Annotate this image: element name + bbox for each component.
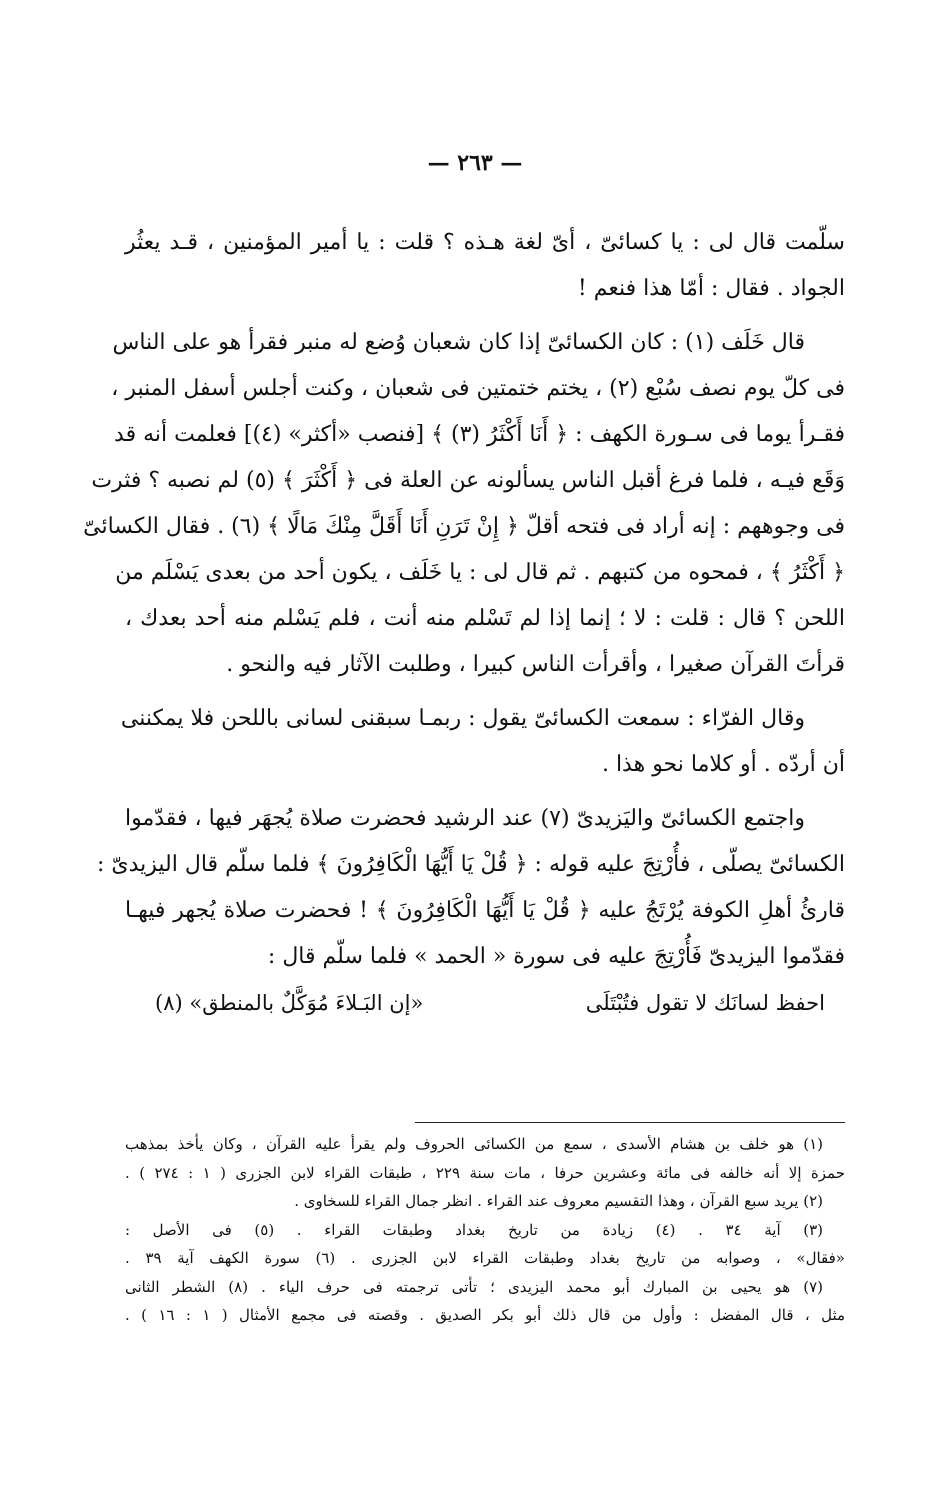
text-line: ﴿ أَكْثَرُ ﴾ ، فمحوه من كتبهم . ثم قال لى : يا خَلَف ، يكون أحد من بعدى يَسْلَم من <box>115 560 845 585</box>
text-line: قرأتَ القرآن صغيرا ، وأقرأت الناس كبيرا ، وطلبت الآثار فيه والنحو . <box>226 652 845 677</box>
page-number: — ٢٦٣ — <box>427 150 523 176</box>
text-line: فى وجوههم : إنه أراد فى فتحه أقلّ ﴿ إِنْ تَرَنِ أَنَا أَقَلَّ مِنْكَ مَالًا ﴾ (٦) . فقال الكسائىّ <box>83 514 845 539</box>
footnote-line: (٧) هو يحيى بن المبارك أبو محمد اليزيدى ؛ تأتى ترجمته فى حرف الياء . (٨) الشطر الثانى <box>125 1277 823 1296</box>
text-line: أن أردّه . أو كلاما نحو هذا . <box>601 752 845 777</box>
verse-hemistich-left: «إن البَـلاءَ مُوَكَّلٌ بالمنطق» (٨) <box>155 991 424 1015</box>
main-text <box>83 220 845 1026</box>
footnote-line: «فقال» ، وصوابه من تاريخ بغداد وطبقات القراء لابن الجزرى . (٦) سورة الكهف آية ٣٩ . <box>125 1249 845 1267</box>
footnotes <box>125 1130 845 1330</box>
text-line: الجواد . فقال : أمّا هذا فنعم ! <box>577 276 845 301</box>
paragraph <box>96 796 845 980</box>
text-line: واجتمع الكسائىّ واليَزيدىّ (٧) عند الرشيد فحضرت صلاة يُجهَر فيها ، فقدّموا <box>125 806 805 831</box>
text-line: قارئُ أهلِ الكوفة يُرْتَجُ عليه ﴿ قُلْ يَا أَيُّهَا الْكَافِرُونَ ﴾ ! فحضرت صلاة يُجهر فيهـا <box>125 898 845 923</box>
footnote-line: حمزة إلا أنه خالفه فى مائة وعشرين حرفا ، مات سنة ٢٢٩ ، طبقات القراء لابن الجزرى ( ١ : ٢٧٤ ) . <box>125 1163 846 1182</box>
text-line: فى كلّ يوم نصف سُبْع (٢) ، يختم ختمتين فى شعبان ، وكنت أجلس أسفل المنبر ، <box>111 376 845 401</box>
text-line: الكسائىّ يصلّى ، فأُرْتِجَ عليه قوله : ﴿ قُلْ يَا أَيُّهَا الْكَافِرُونَ ﴾ فلما سلّم قال اليزيدىّ : <box>96 852 845 877</box>
text-line: اللحن ؟ قال : قلت : لا ؛ إنما إذا لم تَسْلم منه أنت ، فلم يَسْلم منه أحد بعدك ، <box>125 606 845 631</box>
text-line: فقـرأ يوما فى سـورة الكهف : ﴿ أَنَا أَكْثَرُ (٣) ﴾ [فنصب «أكثر» (٤)] فعلمت أنه قد <box>114 422 845 447</box>
verse-hemistich-right: احفظ لسانَك لا تقول فتُبْتَلَى <box>585 991 825 1015</box>
footnote-line: (٢) يريد سبع القرآن ، وهذا التقسيم معروف عند القراء . انظر جمال القراء للسخاوى . <box>294 1192 823 1210</box>
footnote-line: (١) هو خلف بن هشام الأسدى ، سمع من الكسائى الحروف ولم يقرأ عليه القرآن ، وكان يأخذ بمذهب <box>125 1135 823 1153</box>
text-line: وقال الفرّاء : سمعت الكسائىّ يقول : ربمـا سبقنى لسانى باللحن فلا يمكننى <box>120 706 805 731</box>
paragraph <box>120 696 845 788</box>
poetry-verse <box>125 980 845 1026</box>
text-line: قال خَلَف (١) : كان الكسائىّ إذا كان شعبان وُضع له منبر فقرأ هو على الناس <box>112 330 805 355</box>
footnote-divider <box>415 1122 845 1123</box>
paragraph <box>125 220 845 312</box>
text-line: فقدّموا اليزيدىّ فَأُرْتِجَ عليه فى سورة « الحمد » فلما سلّم قال : <box>267 944 845 969</box>
text-line: وَقَع فيـه ، فلما فرغ أقبل الناس يسألونه عن العلة فى ﴿ أَكْثَرَ ﴾ (٥) لم نصبه ؟ فثرت <box>91 468 845 493</box>
paragraph <box>83 320 845 688</box>
text-line: سلّمت قال لى : يا كسائىّ ، أىّ لغة هـذه ؟ قلت : يا أمير المؤمنين ، قـد يعثُر <box>125 230 845 255</box>
footnote-line: (٣) آية ٣٤ . (٤) زيادة من تاريخ بغداد وطبقات القراء . (٥) فى الأصل : <box>125 1220 824 1239</box>
footnote-line: مثل ، قال المفضل : وأول من قال ذلك أبو بكر الصديق . وقصته فى مجمع الأمثال ( ١ : ١٦ ) . <box>125 1306 846 1324</box>
